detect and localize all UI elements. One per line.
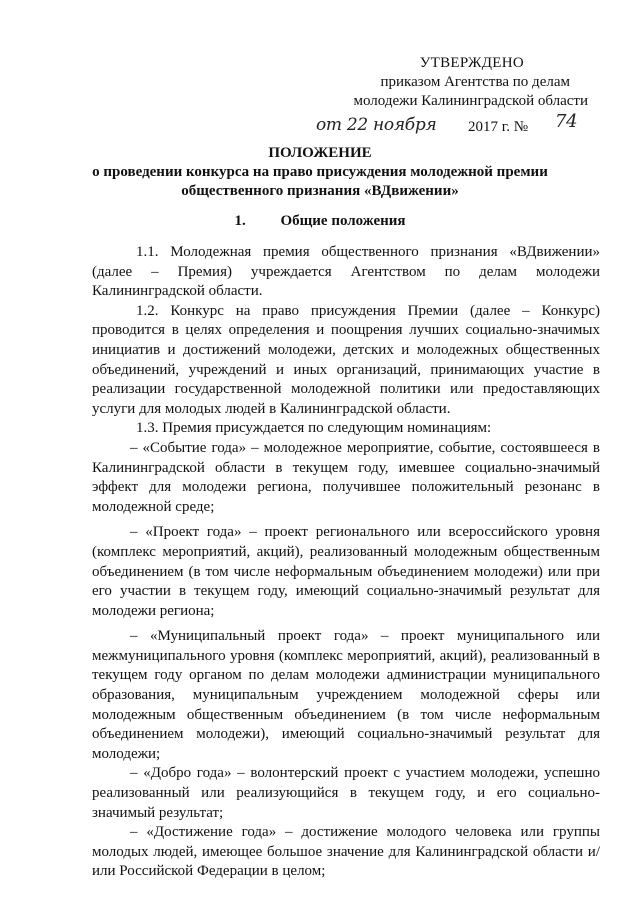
paragraph-1-2: 1.2. Конкурс на право присуждения Премии (далее – Конкурс) проводится в целях определения и поощрения лучших социально-значимых инициатив и достижений молодежи, детских и молодежных общественных объединений, учреждений и иных организаций, принимающих участие в реализации государственной молодежной политики или предоставляющих услуги для молодых людей в Калининградской области.: [92, 302, 600, 417]
approval-order-line: приказом Агентства по делам: [380, 74, 570, 90]
paragraph-1-3: 1.3. Премия присуждается по следующим номинациям:: [136, 420, 492, 437]
title-line-1: ПОЛОЖЕНИЕ: [268, 145, 372, 161]
title-line-3: общественного признания «ВДвижении»: [181, 183, 459, 199]
document-body: [92, 243, 600, 882]
approval-year: 2017 г. №: [468, 119, 529, 135]
nomination-kindness: – «Добро года» – волонтерский проект с участием молодежи, успешно реализованный или реализующийся в текущем году, и его социально-значимый результат;: [92, 765, 600, 821]
approval-heading: УТВЕРЖДЕНО: [419, 55, 524, 71]
nomination-achievement: – «Достижение года» – достижение молодого человека или группы молодых людей, имеющее большое значение для Калининградской области и/или Российской Федерации в целом;: [92, 824, 600, 880]
nomination-project: – «Проект года» – проект регионального или всероссийского уровня (комплекс мероприятий, акций), реализованный молодежным общественным объединением (в том числе неформальным объединением молодежи) или при его участии в текущем году, имеющий социально-значимый результат для молодежи региона;: [92, 524, 600, 619]
approval-block: [316, 54, 602, 139]
paragraph-1-1: 1.1. Молодежная премия общественного признания «ВДвижении» (далее – Премия) учреждается Агентством по делам молодежи Калининградской области.: [92, 244, 600, 300]
approval-org-line: молодежи Калининградской области: [353, 93, 588, 109]
section-title: Общие положения: [280, 213, 406, 229]
document-title: [0, 144, 640, 201]
handwritten-order-number: 74: [555, 111, 578, 132]
approval-date-line: [316, 111, 602, 139]
title-line-2: о проведении конкурса на право присуждения молодежной премии: [92, 164, 548, 180]
nomination-event: – «Событие года» – молодежное мероприятие, событие, состоявшееся в Калининградской области в текущем году, имевшее социально-значимый эффект для молодежи региона, получившее положительный резонанс в молодежной среде;: [92, 439, 600, 515]
nomination-municipal-project: – «Муниципальный проект года» – проект муниципального или межмуниципального уровня (комплекс мероприятий, акций), реализованный в текущем году органом по делам молодежи администрации муниципального образования, муниципальным учреждением молодежной сферы или молодежным общественным объединением (в том числе неформальным объединением молодежи), имеющий социально-значимый результат для молодежи;: [92, 628, 600, 762]
handwritten-date: от 22 ноября: [316, 115, 437, 135]
section-heading: [0, 213, 640, 230]
section-number: 1.: [234, 213, 246, 229]
